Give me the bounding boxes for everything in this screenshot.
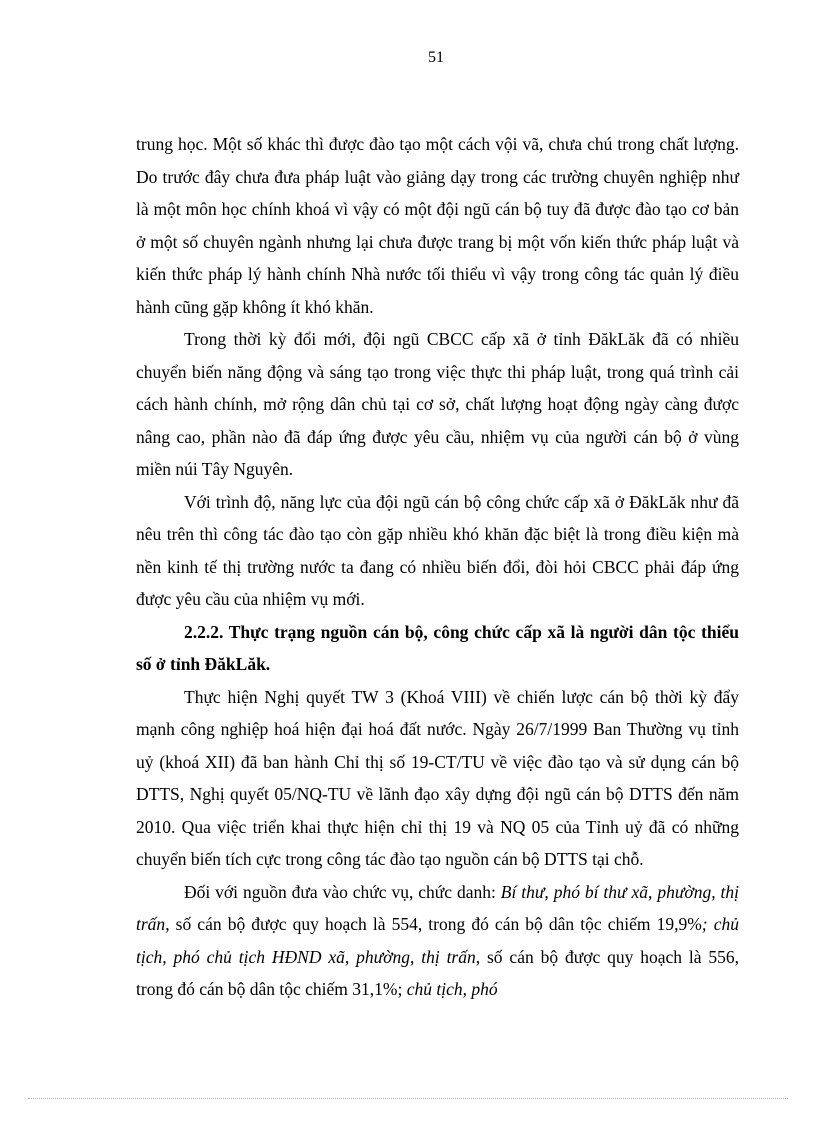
section-heading: 2.2.2. Thực trạng nguồn cán bộ, công chức cấp xã là người dân tộc thiểu số ở tỉnh ĐăkLăk. <box>136 621 739 674</box>
footer-divider <box>28 1098 788 1099</box>
planning-text-1: Đối với nguồn đưa vào chức vụ, chức danh: <box>184 881 501 902</box>
document-body <box>136 128 739 1006</box>
paragraph-continuation: trung học. Một số khác thì được đào tạo một cách vội vã, chưa chú trong chất lượng. Do trước đây chưa đưa pháp luật vào giảng dạy trong các trường chuyên nghiệp như là một môn học chính khoá vì vậy có một đội ngũ cán bộ tuy đã được đào tạo cơ bản ở một số chuyên ngành nhưng lại chưa được trang bị một vốn kiến thức pháp luật và kiến thức pháp lý hành chính Nhà nước tối thiểu vì vậy trong công tác quản lý điều hành cũng gặp không ít khó khăn. <box>136 134 739 317</box>
paragraph-planning-figures <box>136 876 739 1006</box>
paragraph-resolution: Thực hiện Nghị quyết TW 3 (Khoá VIII) về chiến lược cán bộ thời kỳ đẩy mạnh công nghiệp hoá hiện đại hoá đất nước. Ngày 26/7/1999 Ban Thường vụ tỉnh uỷ (khoá XII) đã ban hành Chỉ thị số 19-CT/TU về việc đào tạo và sử dụng cán bộ DTTS, Nghị quyết 05/NQ-TU về lãnh đạo xây dựng đội ngũ cán bộ DTTS đến năm 2010. Qua việc triển khai thực hiện chỉ thị 19 và NQ 05 của Tỉnh uỷ đã có những chuyển biến tích cực trong công tác đào tạo nguồn cán bộ DTTS tại chỗ. <box>136 686 739 869</box>
planning-italic-1: Bí thư, phó bí thư xã, phường, thị trấn <box>136 881 739 934</box>
planning-italic-2: ; chủ tịch, phó chủ tịch HĐND xã, phường, thị trấn <box>136 914 739 967</box>
planning-italic-3: chủ tịch, phó <box>406 979 498 999</box>
page-number: 51 <box>428 49 444 66</box>
paragraph-reform-period: Trong thời kỳ đổi mới, đội ngũ CBCC cấp xã ở tỉnh ĐăkLăk đã có nhiều chuyển biến năng động và sáng tạo trong việc thực thi pháp luật, trong quá trình cải cách hành chính, mở rộng dân chủ tại cơ sở, chất lượng hoạt động ngày càng được nâng cao, phần nào đã đáp ứng được yêu cầu, nhiệm vụ của người cán bộ ở vùng miền núi Tây Nguyên. <box>136 329 739 479</box>
paragraph-training-difficulties: Với trình độ, năng lực của đội ngũ cán bộ công chức cấp xã ở ĐăkLăk như đã nêu trên thì công tác đào tạo còn gặp nhiều khó khăn đặc biệt là trong điều kiện mà nền kinh tế thị trường nước ta đang có nhiều biến đổi, đòi hỏi CBCC phải đáp ứng được yêu cầu của nhiệm vụ mới. <box>136 491 739 609</box>
planning-text-3: , số cán bộ được quy hoạch là 556, trong đó cán bộ dân tộc chiếm 31,1%; <box>136 946 739 999</box>
planning-text-2: , số cán bộ được quy hoạch là 554, trong đó cán bộ dân tộc chiếm 19,9% <box>165 914 702 934</box>
